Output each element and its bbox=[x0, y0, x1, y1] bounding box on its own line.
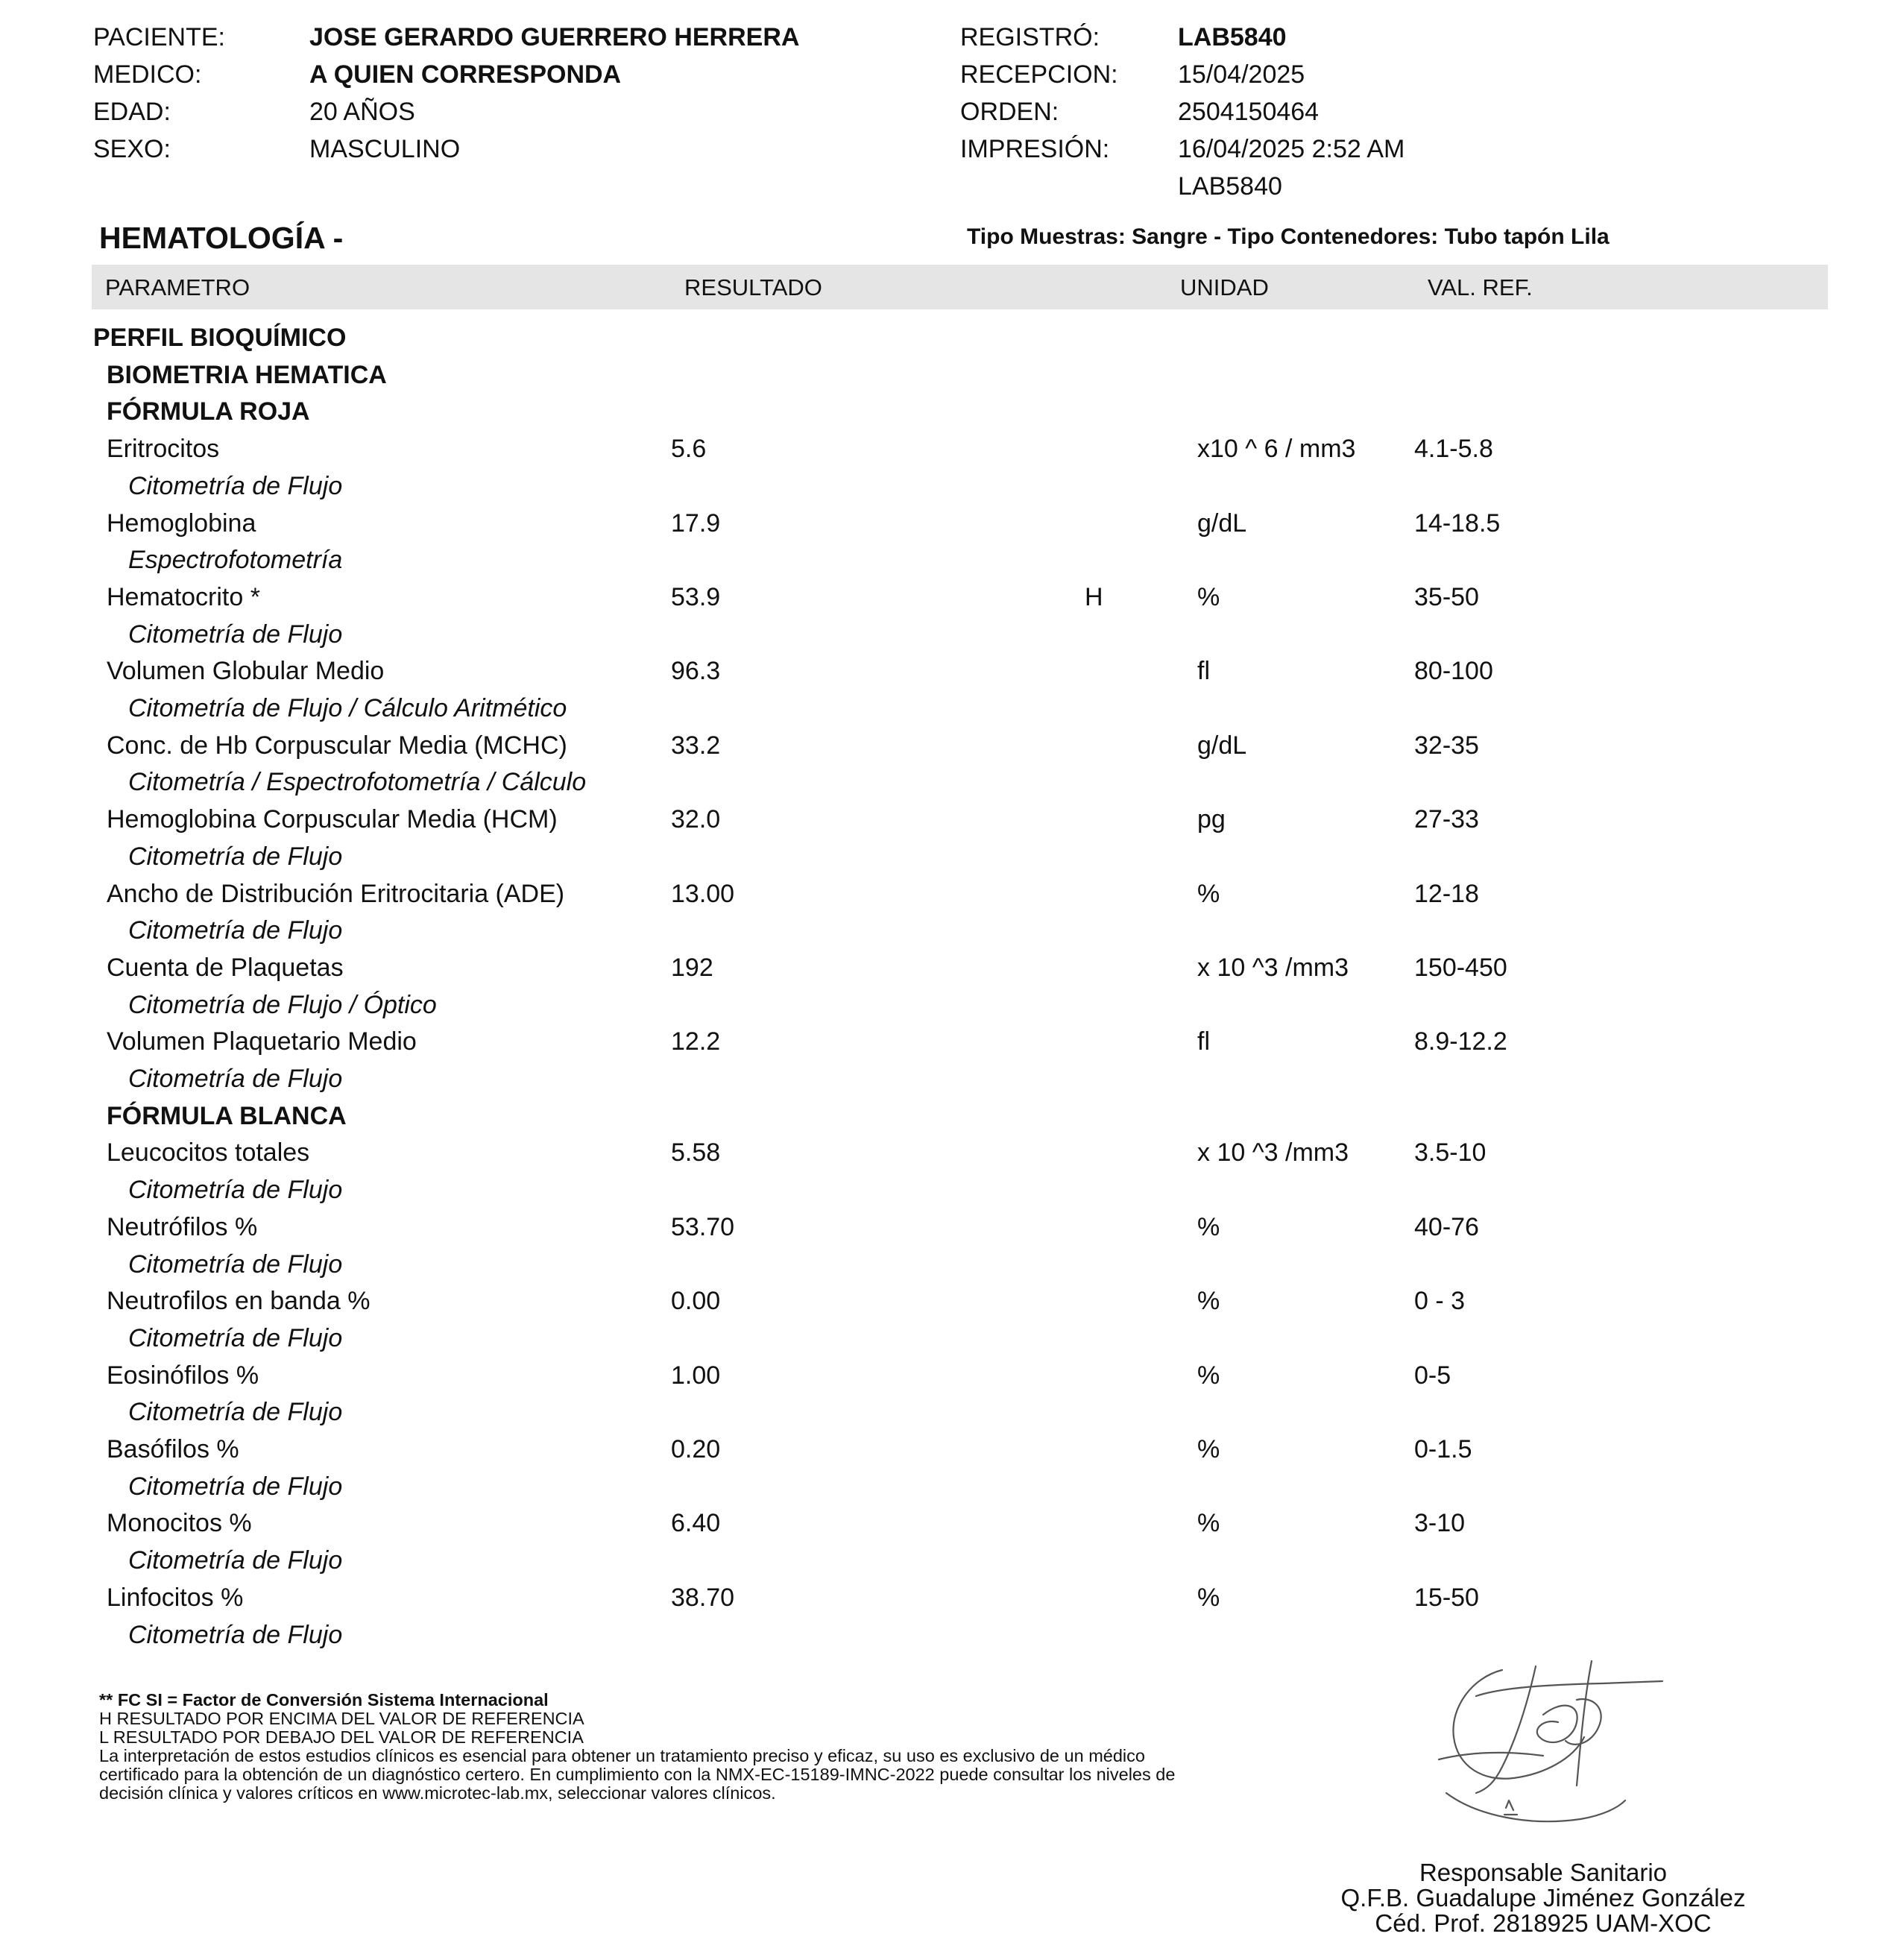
parameter-name: Eritrocitos bbox=[107, 435, 220, 464]
parameter-name: Volumen Globular Medio bbox=[107, 657, 385, 686]
unit-value: % bbox=[1197, 582, 1220, 611]
method-label: Citometría de Flujo bbox=[128, 1250, 343, 1279]
method-label: Citometría de Flujo bbox=[128, 1620, 343, 1649]
table-row bbox=[0, 1579, 1901, 1616]
header-value: JOSE GERARDO GUERRERO HERRERA bbox=[309, 23, 800, 51]
header-value: LAB5840 bbox=[1178, 172, 1282, 201]
table-row bbox=[0, 467, 1901, 505]
parameter-name: Leucocitos totales bbox=[107, 1138, 310, 1168]
result-value: 53.9 bbox=[671, 582, 721, 611]
result-value: 17.9 bbox=[671, 508, 721, 538]
column-header-parametro: PARAMETRO bbox=[105, 274, 250, 300]
reference-value: 12-18 bbox=[1414, 879, 1479, 908]
column-header-val-ref: VAL. REF. bbox=[1428, 274, 1533, 300]
parameter-name: Hemoglobina bbox=[107, 508, 256, 538]
table-row bbox=[0, 1542, 1901, 1579]
result-value: 1.00 bbox=[671, 1361, 721, 1390]
reference-value: 35-50 bbox=[1414, 582, 1479, 611]
header-value: 2504150464 bbox=[1178, 98, 1320, 126]
result-flag: H bbox=[1085, 582, 1103, 611]
header-label: EDAD: bbox=[93, 98, 171, 126]
column-header-bar bbox=[92, 265, 1828, 309]
group-heading: BIOMETRIA HEMATICA bbox=[107, 360, 387, 389]
parameter-name: Linfocitos % bbox=[107, 1583, 244, 1612]
unit-value: % bbox=[1197, 1509, 1220, 1538]
result-value: 32.0 bbox=[671, 805, 721, 834]
table-row bbox=[0, 912, 1901, 949]
parameter-name: Hemoglobina Corpuscular Media (HCM) bbox=[107, 805, 558, 834]
header-label: ORDEN: bbox=[960, 98, 1059, 126]
method-label: Citometría de Flujo bbox=[128, 842, 343, 871]
result-value: 6.40 bbox=[671, 1509, 721, 1538]
table-row bbox=[0, 1282, 1901, 1320]
result-value: 192 bbox=[671, 953, 713, 982]
table-row bbox=[0, 616, 1901, 653]
method-label: Citometría de Flujo bbox=[128, 1176, 343, 1205]
header-value: A QUIEN CORRESPONDA bbox=[309, 60, 622, 89]
unit-value: fl bbox=[1197, 657, 1210, 686]
header-label: MEDICO: bbox=[93, 60, 202, 89]
result-value: 5.58 bbox=[671, 1138, 721, 1168]
parameter-name: Volumen Plaquetario Medio bbox=[107, 1027, 417, 1056]
unit-value: % bbox=[1197, 1435, 1220, 1463]
table-row bbox=[0, 1468, 1901, 1505]
table-row bbox=[0, 430, 1901, 467]
table-row bbox=[0, 1171, 1901, 1209]
unit-value: g/dL bbox=[1197, 508, 1247, 538]
method-label: Citometría de Flujo bbox=[128, 620, 343, 649]
unit-value: x 10 ^3 /mm3 bbox=[1197, 953, 1349, 982]
table-row bbox=[0, 875, 1901, 913]
reference-value: 8.9-12.2 bbox=[1414, 1027, 1507, 1056]
method-label: Citometría de Flujo bbox=[128, 1323, 343, 1352]
unit-value: % bbox=[1197, 1212, 1220, 1241]
header-label: SEXO: bbox=[93, 135, 171, 163]
footnotes bbox=[99, 1691, 1292, 1803]
reference-value: 150-450 bbox=[1414, 953, 1507, 982]
responsible-block bbox=[1297, 1860, 1789, 1936]
parameter-name: Ancho de Distribución Eritrocitaria (ADE) bbox=[107, 879, 565, 908]
unit-value: % bbox=[1197, 1287, 1220, 1316]
parameter-name: Monocitos % bbox=[107, 1509, 252, 1538]
table-row bbox=[0, 1393, 1901, 1431]
column-header-resultado: RESULTADO bbox=[684, 274, 822, 300]
table-row bbox=[0, 1060, 1901, 1097]
unit-value: fl bbox=[1197, 1027, 1210, 1056]
method-label: Citometría de Flujo / Cálculo Aritmético bbox=[128, 694, 567, 722]
table-row bbox=[0, 319, 1901, 356]
method-label: Espectrofotometría bbox=[128, 546, 343, 575]
table-row bbox=[0, 505, 1901, 542]
parameter-name: Eosinófilos % bbox=[107, 1361, 259, 1390]
responsible-license: Céd. Prof. 2818925 UAM-XOC bbox=[1375, 1909, 1712, 1937]
header-value: 15/04/2025 bbox=[1178, 60, 1305, 89]
group-heading: FÓRMULA BLANCA bbox=[107, 1101, 347, 1130]
method-label: Citometría de Flujo bbox=[128, 1065, 343, 1093]
reference-value: 27-33 bbox=[1414, 805, 1479, 834]
footnote-disclaimer-3: decisión clínica y valores críticos en www.microtec-lab.mx, seleccionar valores clínicos. bbox=[99, 1783, 776, 1803]
footnote-low: L RESULTADO POR DEBAJO DEL VALOR DE REFERENCIA bbox=[99, 1727, 584, 1747]
unit-value: x10 ^ 6 / mm3 bbox=[1197, 435, 1356, 464]
parameter-name: Neutrofilos en banda % bbox=[107, 1287, 371, 1316]
unit-value: g/dL bbox=[1197, 731, 1247, 760]
table-row bbox=[0, 1504, 1901, 1542]
table-row bbox=[0, 1209, 1901, 1246]
reference-value: 0-5 bbox=[1414, 1361, 1451, 1390]
table-row bbox=[0, 1246, 1901, 1283]
result-value: 53.70 bbox=[671, 1212, 735, 1241]
parameter-name: Conc. de Hb Corpuscular Media (MCHC) bbox=[107, 731, 567, 760]
method-label: Citometría de Flujo / Óptico bbox=[128, 990, 437, 1019]
parameter-name: Hematocrito * bbox=[107, 582, 260, 611]
signature bbox=[1431, 1655, 1670, 1834]
table-row bbox=[0, 986, 1901, 1024]
result-value: 12.2 bbox=[671, 1027, 721, 1056]
table-row bbox=[0, 763, 1901, 801]
result-value: 33.2 bbox=[671, 731, 721, 760]
header-label: PACIENTE: bbox=[93, 23, 225, 51]
header-value: LAB5840 bbox=[1178, 23, 1287, 51]
table-row bbox=[0, 356, 1901, 394]
group-heading: PERFIL BIOQUÍMICO bbox=[93, 324, 347, 352]
reference-value: 15-50 bbox=[1414, 1583, 1479, 1612]
parameter-name: Neutrófilos % bbox=[107, 1212, 258, 1241]
method-label: Citometría de Flujo bbox=[128, 471, 343, 500]
responsible-name: Q.F.B. Guadalupe Jiménez González bbox=[1340, 1884, 1746, 1912]
reference-value: 0 - 3 bbox=[1414, 1287, 1466, 1316]
parameter-name: Basófilos % bbox=[107, 1435, 239, 1463]
header-label: REGISTRÓ: bbox=[960, 23, 1100, 51]
footnote-disclaimer-2: certificado para la obtención de un diagnóstico certero. En cumplimiento con la NMX-EC-15189-IMNC-2022 puede consultar los niveles de bbox=[99, 1765, 1176, 1784]
method-label: Citometría de Flujo bbox=[128, 1398, 343, 1427]
reference-value: 3.5-10 bbox=[1414, 1138, 1487, 1168]
table-row bbox=[0, 579, 1901, 616]
reference-value: 14-18.5 bbox=[1414, 508, 1501, 538]
unit-value: pg bbox=[1197, 805, 1226, 834]
reference-value: 32-35 bbox=[1414, 731, 1479, 760]
sample-info: Tipo Muestras: Sangre - Tipo Contenedores: Tubo tapón Lila bbox=[967, 224, 1610, 249]
table-row bbox=[0, 1134, 1901, 1171]
reference-value: 40-76 bbox=[1414, 1212, 1479, 1241]
result-value: 5.6 bbox=[671, 435, 707, 464]
table-row bbox=[0, 393, 1901, 430]
table-row bbox=[0, 1357, 1901, 1394]
reference-value: 3-10 bbox=[1414, 1509, 1466, 1538]
footnote-fc-si: ** FC SI = Factor de Conversión Sistema Internacional bbox=[99, 1690, 549, 1710]
table-row bbox=[0, 949, 1901, 986]
reference-value: 0-1.5 bbox=[1414, 1435, 1472, 1463]
result-value: 13.00 bbox=[671, 879, 735, 908]
table-row bbox=[0, 801, 1901, 838]
result-value: 0.20 bbox=[671, 1435, 721, 1463]
group-heading: FÓRMULA ROJA bbox=[107, 397, 310, 426]
table-row bbox=[0, 727, 1901, 764]
table-row bbox=[0, 1320, 1901, 1357]
table-row bbox=[0, 541, 1901, 579]
result-value: 0.00 bbox=[671, 1287, 721, 1316]
method-label: Citometría de Flujo bbox=[128, 1546, 343, 1575]
table-row bbox=[0, 652, 1901, 690]
unit-value: % bbox=[1197, 1583, 1220, 1612]
header-label: IMPRESIÓN: bbox=[960, 135, 1110, 163]
table-row bbox=[0, 690, 1901, 727]
table-row bbox=[0, 1431, 1901, 1468]
parameter-name: Cuenta de Plaquetas bbox=[107, 953, 344, 982]
footnote-high: H RESULTADO POR ENCIMA DEL VALOR DE REFERENCIA bbox=[99, 1709, 584, 1728]
footnote-disclaimer-1: La interpretación de estos estudios clínicos es esencial para obtener un tratamiento preciso y eficaz, su uso es exclusivo de un médico bbox=[99, 1746, 1145, 1765]
header-value: 16/04/2025 2:52 AM bbox=[1178, 135, 1405, 163]
header-label: RECEPCION: bbox=[960, 60, 1118, 89]
method-label: Citometría de Flujo bbox=[128, 1472, 343, 1501]
unit-value: % bbox=[1197, 879, 1220, 908]
table-row bbox=[0, 1097, 1901, 1135]
result-value: 38.70 bbox=[671, 1583, 735, 1612]
table-row bbox=[0, 1023, 1901, 1060]
reference-value: 4.1-5.8 bbox=[1414, 435, 1493, 464]
table-row bbox=[0, 1616, 1901, 1654]
header-value: 20 AÑOS bbox=[309, 98, 415, 126]
reference-value: 80-100 bbox=[1414, 657, 1493, 686]
method-label: Citometría de Flujo bbox=[128, 916, 343, 945]
header-value: MASCULINO bbox=[309, 135, 461, 163]
section-title: HEMATOLOGÍA - bbox=[99, 221, 344, 255]
responsible-title: Responsable Sanitario bbox=[1419, 1859, 1668, 1886]
unit-value: x 10 ^3 /mm3 bbox=[1197, 1138, 1349, 1168]
result-value: 96.3 bbox=[671, 657, 721, 686]
method-label: Citometría / Espectrofotometría / Cálculo bbox=[128, 768, 587, 797]
column-header-unidad: UNIDAD bbox=[1180, 274, 1269, 300]
table-row bbox=[0, 838, 1901, 875]
unit-value: % bbox=[1197, 1361, 1220, 1390]
